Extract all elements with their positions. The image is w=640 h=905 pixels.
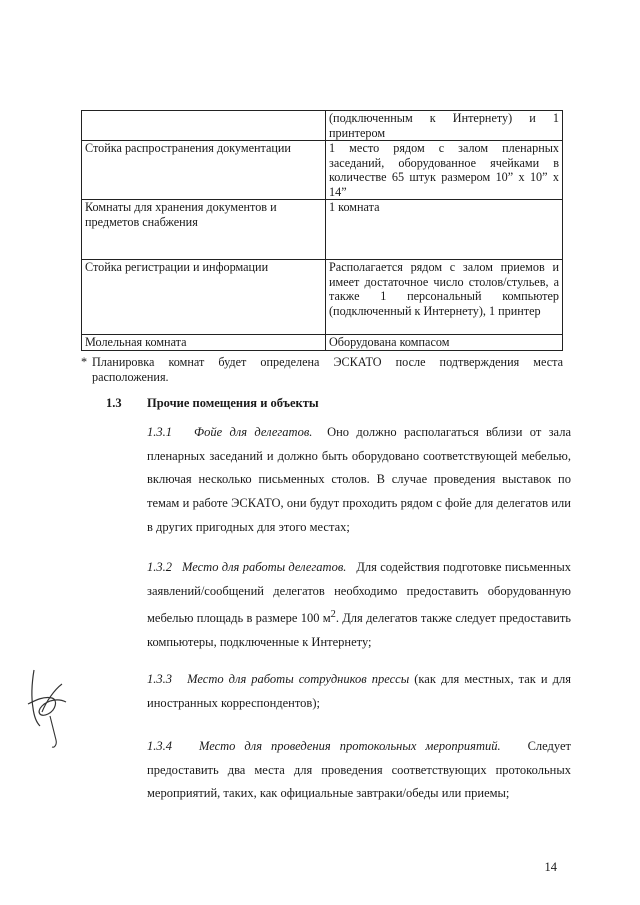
table-row bbox=[82, 260, 563, 335]
paragraph-number: 1.3.2 bbox=[147, 560, 172, 574]
handwritten-initials bbox=[26, 668, 74, 750]
table-cell-facility: Стойка распространения документации bbox=[82, 141, 326, 200]
table-row bbox=[82, 200, 563, 260]
paragraph-text: . Для делегатов также следует предоставить компьютеры, подключенные к Интернету; bbox=[147, 611, 571, 650]
table-cell-description: 1 место рядом с залом пленарных заседаний, оборудованное ячейками в количестве 65 штук размером 10” x 10” x 14” bbox=[326, 141, 563, 200]
paragraph-number: 1.3.4 bbox=[147, 739, 172, 753]
table-cell-facility: Стойка регистрации и информации bbox=[82, 260, 326, 335]
table-cell-facility: Молельная комната bbox=[82, 335, 326, 351]
paragraph-text: Следует предоставить два места для проведения соответствующих протокольных мероприятий, таких, как официальные завтраки/обеды или приемы; bbox=[147, 739, 572, 801]
footnote-marker: * bbox=[81, 355, 88, 369]
paragraph-text: Оно должно располагаться вблизи от зала пленарных заседаний и должно быть оборудовано соответствующей мебелью, включая несколько письменных столов. В случае проведения выставок по темам и работе ЭСКАТО, они будут проходить рядом с фойе для делегатов или в других пригодных для этого местах; bbox=[147, 425, 572, 534]
paragraph-protocol-events bbox=[147, 735, 571, 806]
paragraph-text: Для содействия подготовке письменных заявлений/сообщений делегатов необходимо предоставить оборудованную мебелью площадь в размере 100 м bbox=[147, 560, 571, 626]
table-cell-description: 1 комната bbox=[326, 200, 563, 260]
table-cell-facility: Комнаты для хранения документов и предметов снабжения bbox=[82, 200, 326, 260]
paragraph-label: Место для проведения протокольных мероприятий. bbox=[198, 739, 501, 753]
paragraph-text: (как для местных, так и для иностранных корреспондентов); bbox=[147, 672, 572, 710]
table-cell-description: (подключенным к Интернету) и 1 принтером bbox=[326, 111, 563, 141]
paragraph-label: Фойе для делегатов. bbox=[194, 425, 313, 439]
paragraph-label: Место для работы делегатов. bbox=[182, 560, 347, 574]
table-cell-description: Оборудована компасом bbox=[326, 335, 563, 351]
footnote bbox=[81, 355, 563, 385]
table-row bbox=[82, 141, 563, 200]
superscript: 2 bbox=[330, 609, 336, 621]
paragraph-number: 1.3.1 bbox=[147, 425, 172, 439]
paragraph-delegates-lounge bbox=[147, 421, 571, 540]
paragraph-label: Место для работы сотрудников прессы bbox=[187, 672, 410, 686]
table-row bbox=[82, 111, 563, 141]
paragraph-press-workspace bbox=[147, 668, 571, 715]
paragraph-delegates-workspace bbox=[147, 556, 571, 655]
page-number: 14 bbox=[544, 860, 557, 874]
section-heading bbox=[106, 396, 566, 411]
table-cell-description: Располагается рядом с залом приемов и имеет достаточное число столов/стульев, а также 1 персональный компьютер (подключенный к Интернету), 1 принтер bbox=[326, 260, 563, 335]
paragraph-number: 1.3.3 bbox=[147, 672, 172, 686]
section-title: Прочие помещения и объекты bbox=[147, 396, 319, 410]
footnote-text: Планировка комнат будет определена ЭСКАТО после подтверждения места расположения. bbox=[92, 355, 563, 384]
table-row bbox=[82, 335, 563, 351]
facilities-table bbox=[81, 110, 563, 351]
table-cell-facility bbox=[82, 111, 326, 141]
section-number: 1.3 bbox=[106, 396, 122, 410]
